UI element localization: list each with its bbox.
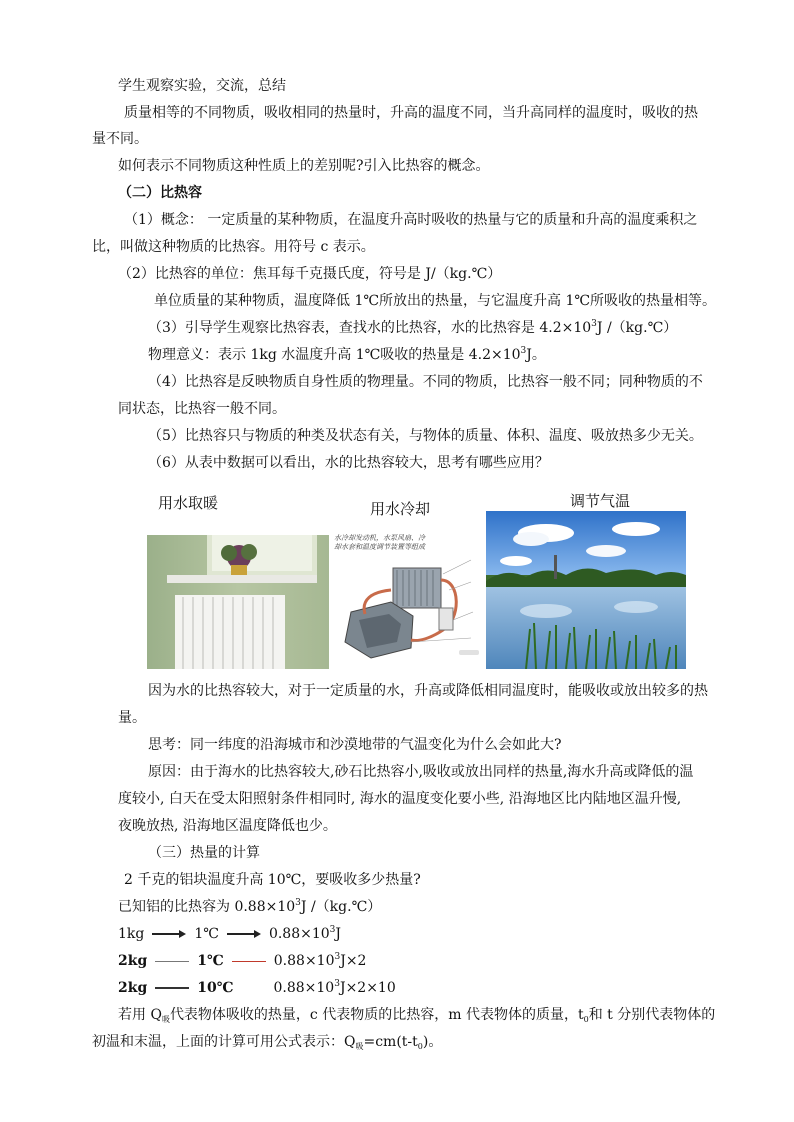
- text-line: 思考：同一纬度的沿海城市和沙漠地带的气温变化为什么会如此大?: [148, 737, 562, 753]
- section-heading: （二）比热容: [118, 185, 202, 201]
- engine-note: 水冷却发动机，水泵风扇、冷却水套和温度调节装置等组成: [334, 534, 425, 551]
- text-line: （5）比热容只与物质的种类及状态有关，与物体的质量、体积、温度、吸放热多少无关。: [148, 428, 703, 444]
- dash-line: [155, 961, 189, 962]
- dash-line: [155, 987, 189, 989]
- text-line: 若用 $Q_吸$代表物体吸收的热量，c 代表物质的比热容，m 代表物体的质量，$t_0$和 t 分别代表物体的: [118, 1007, 716, 1024]
- text-line: （4）比热容是反映物质自身性质的物理量。不同的物质，比热容一般不同；同种物质的不: [148, 374, 703, 390]
- text-line: 比，叫做这种物质的比热容。用符号 c 表示。: [92, 239, 375, 255]
- text-line: 物理意义：表示 1kg 水温度升高 1℃吸收的热量是 $4.2\times 10^3J$。: [148, 346, 546, 363]
- text-line: 夜晚放热, 沿海地区温度降低也少。: [118, 818, 337, 834]
- text-line: 学生观察实验，交流，总结: [118, 78, 286, 94]
- text-line: 已知铝的比热容为 $0.88\times 10^3J$ /（kg.℃）: [118, 898, 382, 915]
- caption-climate: 调节气温: [570, 492, 631, 510]
- caption-cooling: 用水冷却: [370, 500, 431, 518]
- calc-row: 2kg 1℃ $0.88\times 10^3J\times 2$: [118, 952, 367, 969]
- section-heading: （三）热量的计算: [148, 845, 260, 861]
- text-line: （3）引导学生观察比热容表，查找水的比热容，水的比热容是 $4.2\times 10^3J$ /（kg.℃）: [148, 319, 678, 336]
- arrow-icon: [227, 929, 261, 939]
- text-line: 单位质量的某种物质，温度降低 1℃所放出的热量，与它温度升高 1℃所吸收的热量相等。: [154, 293, 717, 309]
- text-line: 量。: [118, 710, 146, 726]
- dash-line: [232, 961, 266, 962]
- text-line: 度较小, 白天在受太阳照射条件相同时, 海水的温度变化要小些, 沿海地区比内陆地区温升慢,: [118, 791, 682, 807]
- text-line: 初温和末温，上面的计算可用公式表示：$Q_吸=cm(t-t_0)$。: [92, 1034, 443, 1051]
- text-line: （6）从表中数据可以看出，水的比热容较大，思考有哪些应用？: [148, 455, 549, 471]
- text-line: 如何表示不同物质这种性质上的差别呢?引入比热容的概念。: [118, 158, 490, 174]
- text-line: 2 千克的铝块温度升高 10℃，要吸收多少热量?: [124, 872, 421, 888]
- text-line: 同状态，比热容一般不同。: [118, 401, 286, 417]
- text-line: 质量相等的不同物质，吸收相同的热量时，升高的温度不同，当升高同样的温度时，吸收的热: [124, 105, 698, 121]
- radiator-image: [147, 535, 329, 669]
- text-line: 量不同。: [92, 131, 148, 147]
- text-line: 因为水的比热容较大，对于一定质量的水，升高或降低相同温度时，能吸收或放出较多的热: [148, 683, 708, 699]
- engine-cooling-diagram: [331, 530, 483, 670]
- text-line: 原因：由于海水的比热容较大,砂石比热容小,吸收或放出同样的热量,海水升高或降低的温: [148, 764, 694, 780]
- calc-row: 2kg 10℃ $0.88\times 10^3J\times 2\times 10$: [118, 979, 396, 996]
- text-line: （1）概念： 一定质量的某种物质，在温度升高时吸收的热量与它的质量和升高的温度乘积之: [124, 212, 698, 228]
- arrow-icon: [152, 929, 186, 939]
- calc-row: 1kg 1℃ $0.88\times 10^3J$: [118, 925, 342, 942]
- text-line: （2）比热容的单位：焦耳每千克摄氏度，符号是 J/（kg.℃）: [118, 266, 502, 282]
- lake-photo: [486, 511, 686, 669]
- caption-heating: 用水取暖: [158, 494, 219, 512]
